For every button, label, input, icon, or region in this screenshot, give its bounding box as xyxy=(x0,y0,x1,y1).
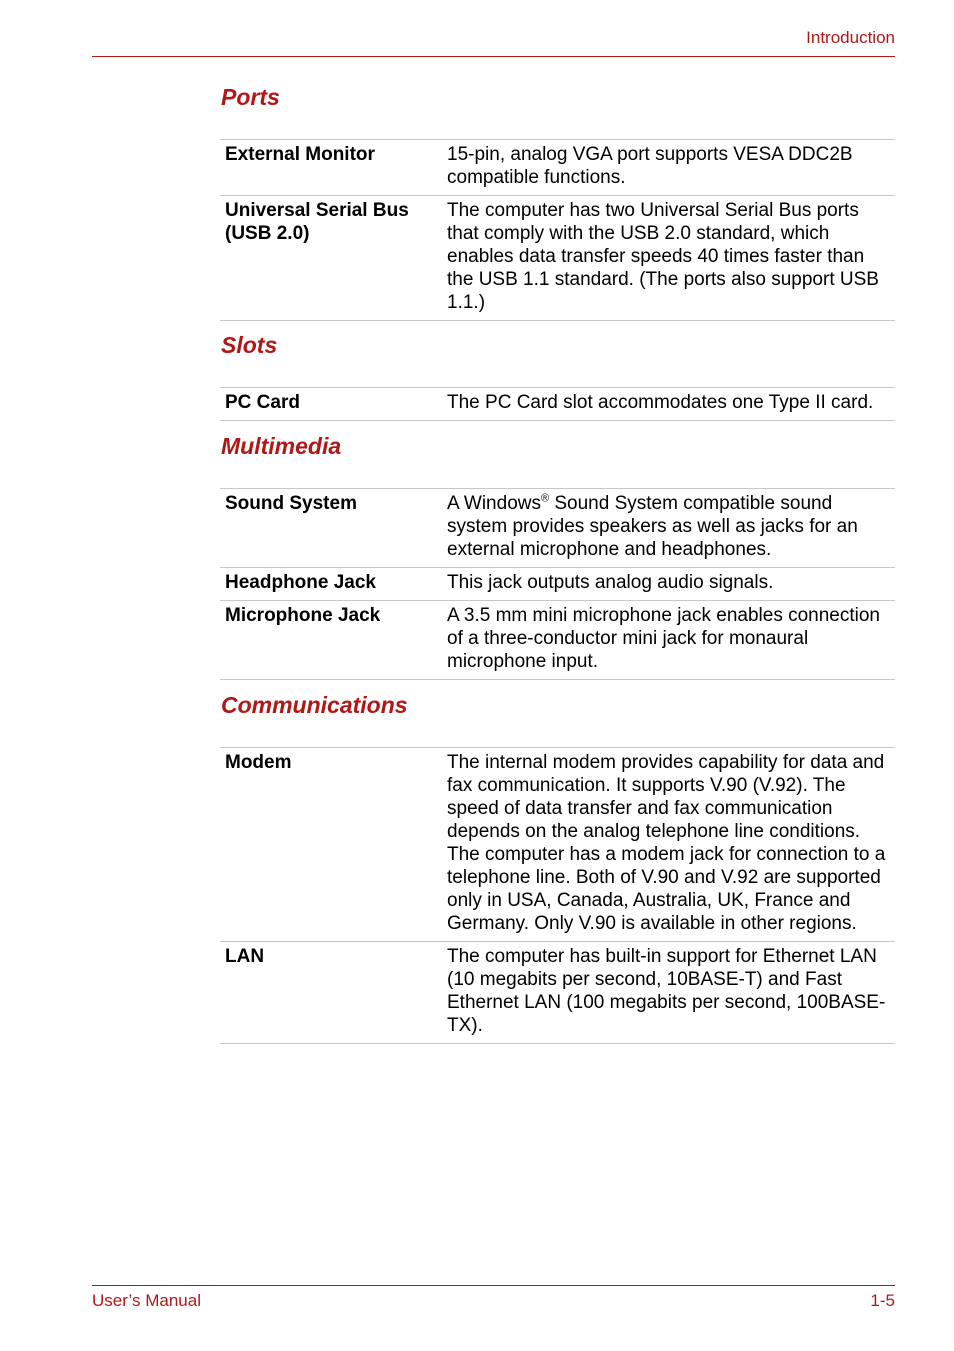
footer-manual-name: User’s Manual xyxy=(92,1291,201,1310)
table-row xyxy=(220,388,895,421)
row-label: Headphone Jack xyxy=(225,572,376,593)
row-description xyxy=(447,489,895,568)
section-title: Ports xyxy=(221,84,280,110)
table-row xyxy=(220,196,895,321)
desc-prefix: A Windows xyxy=(447,493,541,514)
section-title: Multimedia xyxy=(221,433,342,459)
row-label: Modem xyxy=(225,752,292,773)
spec-table xyxy=(220,387,895,421)
row-label: External Monitor xyxy=(225,144,375,165)
row-description: 15-pin, analog VGA port supports VESA DDC2B compatible functions. xyxy=(447,144,853,188)
footer-rule xyxy=(92,1285,895,1286)
row-description: A 3.5 mm mini microphone jack enables connection of a three-conductor mini jack for monaural microphone input. xyxy=(447,605,881,672)
row-description: The internal modem provides capability for data and fax communication. It supports V.90 (V.92). The speed of data transfer and fax communication depends on the analog telephone line conditions. The computer has a modem jack for connection to a telephone line. Both of V.90 and V.92 are supported only in USA, Canada, Australia, UK, France and Germany. Only V.90 is available in other regions. xyxy=(447,752,886,934)
spec-table xyxy=(220,488,895,680)
table-row xyxy=(220,748,895,942)
section-title: Slots xyxy=(221,332,278,358)
table-row xyxy=(220,942,895,1044)
row-description: The PC Card slot accommodates one Type II card. xyxy=(447,392,874,413)
row-label: Sound System xyxy=(225,493,357,514)
spec-table xyxy=(220,139,895,321)
header-rule xyxy=(92,56,895,57)
table-row xyxy=(220,601,895,680)
table-row xyxy=(220,568,895,601)
running-header: Introduction xyxy=(806,28,895,47)
row-label: Microphone Jack xyxy=(225,605,381,626)
footer-page-number: 1-5 xyxy=(870,1291,895,1310)
table-row xyxy=(220,489,895,568)
row-label: PC Card xyxy=(225,392,300,413)
row-description: This jack outputs analog audio signals. xyxy=(447,572,774,593)
row-description: The computer has two Universal Serial Bus ports that comply with the USB 2.0 standard, which enables data transfer speeds 40 times faster than the USB 1.1 standard. (The ports also support USB 1.1.) xyxy=(447,200,879,313)
table-row xyxy=(220,140,895,196)
section-title: Communications xyxy=(221,692,408,718)
desc-rest: Sound System compatible sound system provides speakers as well as jacks for an external microphone and headphones. xyxy=(447,493,858,560)
spec-table xyxy=(220,747,895,1044)
row-description: The computer has built-in support for Ethernet LAN (10 megabits per second, 10BASE-T) and Fast Ethernet LAN (100 megabits per second, 100BASE-TX). xyxy=(447,946,886,1036)
row-label: LAN xyxy=(225,946,265,967)
row-label: Universal Serial Bus (USB 2.0) xyxy=(225,200,409,244)
registered-mark: ® xyxy=(540,492,550,505)
